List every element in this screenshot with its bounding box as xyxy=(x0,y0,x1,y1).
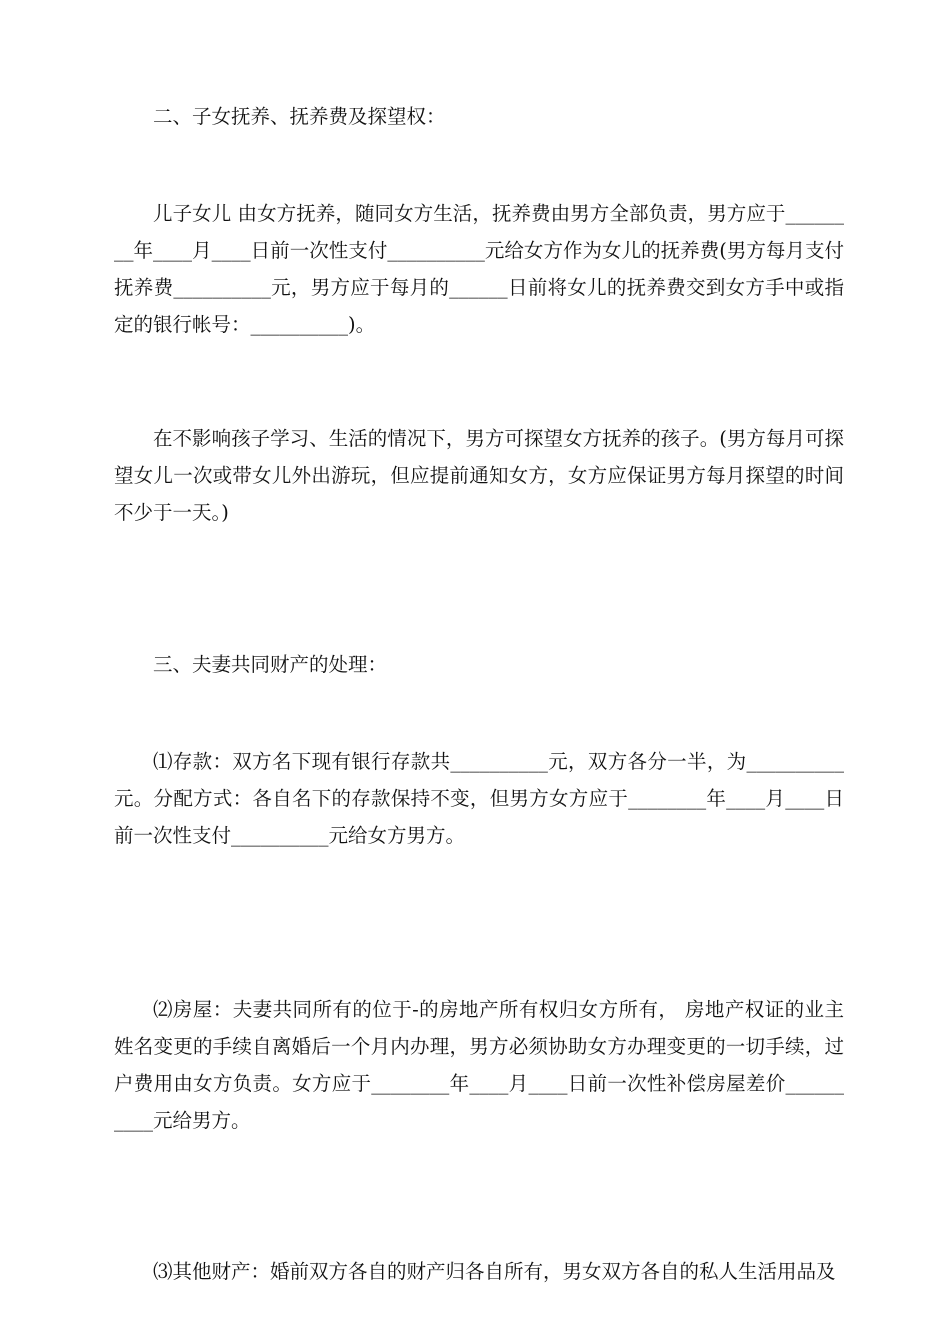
clause-savings: ⑴存款：双方名下现有银行存款共__________元，双方各分一半，为__________元。分配方式：各自名下的存款保持不变，但男方女方应于________年____月____日前一次性支付__________元给女方男方。 xyxy=(114,750,844,847)
paragraph-visitation-rights: 在不影响孩子学习、生活的情况下，男方可探望女方抚养的孩子。(男方每月可探望女儿一次或带女儿外出游玩，但应提前通知女方，女方应保证男方每月探望的时间不少于一天。) xyxy=(114,427,844,524)
clause-other-property: ⑶其他财产：婚前双方各自的财产归各自所有，男女双方各自的私人生活用品及 xyxy=(153,1260,836,1283)
paragraph-child-support: 儿子女儿 由女方抚养，随同女方生活，抚养费由男方全部负责，男方应于________年____月____日前一次性支付__________元给女方作为女儿的抚养费(男方每月支付抚养费__________元，男方应于每月的______日前将女儿的抚养费交到女方手中或指定的银行帐号：__________)。 xyxy=(114,202,844,336)
clause-house: ⑵房屋：夫妻共同所有的位于-的房地产所有权归女方所有， 房地产权证的业主姓名变更的手续自离婚后一个月内办理，男方必须协助女方办理变更的一切手续，过户费用由女方负责。女方应于________年____月____日前一次性补偿房屋差价__________元给男方。 xyxy=(114,998,844,1132)
section-heading-joint-property: 三、夫妻共同财产的处理： xyxy=(153,653,388,676)
section-heading-child-custody: 二、子女抚养、抚养费及探望权： xyxy=(153,105,446,128)
